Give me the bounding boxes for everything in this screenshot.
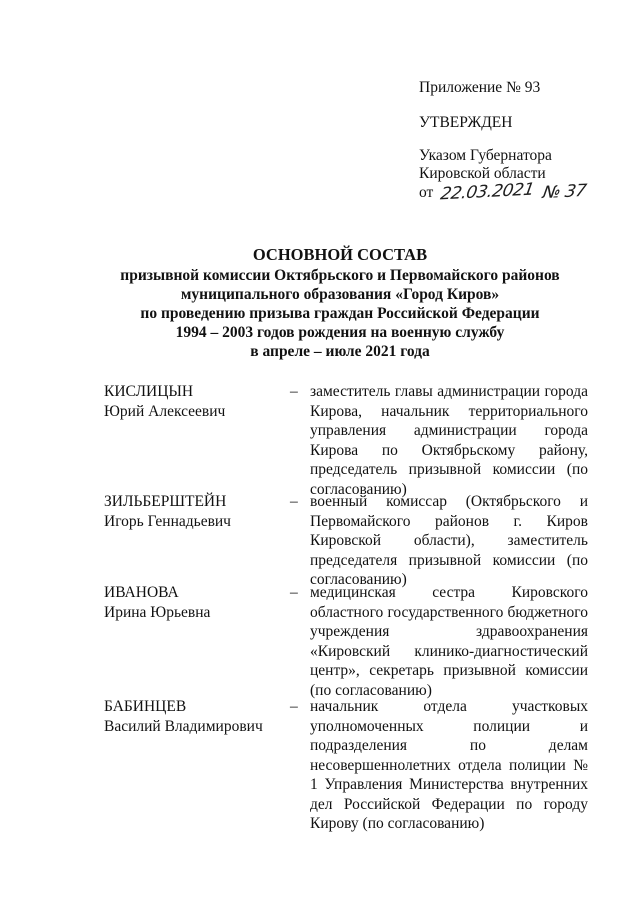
member-dash: – bbox=[290, 493, 298, 510]
appendix-number: Приложение № 93 bbox=[419, 79, 541, 96]
decree-date-line bbox=[419, 179, 619, 205]
document-title bbox=[60, 245, 620, 361]
member-given-name: Юрий Алексеевич bbox=[104, 402, 226, 420]
member-surname: ИВАНОВА bbox=[104, 584, 179, 601]
member-name bbox=[104, 583, 284, 622]
member-role: начальник отдела участковых уполномоченных полиции и подразделения по делам несовершеннолетних отдела полиции № 1 Управления Министерства внутренних дел Российской Федерации по городу Кирову (по согласованию) bbox=[310, 698, 588, 832]
decree-line-2: Кировской области bbox=[419, 165, 546, 182]
title-main: ОСНОВНОЙ СОСТАВ bbox=[252, 245, 428, 264]
member-dash: – bbox=[290, 584, 298, 601]
handwritten-number: № 37 bbox=[541, 180, 588, 204]
member-surname: КИСЛИЦЫН bbox=[104, 383, 194, 400]
member-surname: ЗИЛЬБЕРШТЕЙН bbox=[104, 493, 227, 510]
member-name bbox=[104, 492, 284, 531]
decree-line-1: Указом Губернатора bbox=[419, 147, 552, 164]
from-label: от bbox=[419, 184, 434, 201]
title-line: муниципального образования «Город Киров» bbox=[180, 286, 500, 303]
member-given-name: Ирина Юрьевна bbox=[104, 603, 211, 621]
member-dash: – bbox=[290, 698, 298, 715]
member-role: заместитель главы администрации города Кирова, начальник территориального управления администрации города Кирова по Октябрьскому району, председатель призывной комиссии (по согласованию) bbox=[310, 383, 588, 498]
member-surname: БАБИНЦЕВ bbox=[104, 698, 187, 715]
handwritten-date: 22.03.2021 bbox=[439, 179, 536, 205]
title-line: 1994 – 2003 годов рождения на военную службу bbox=[175, 324, 505, 341]
approved-label: УТВЕРЖДЕН bbox=[419, 114, 513, 131]
member-role: медицинская сестра Кировского областного государственного бюджетного учреждения здравоохранения «Кировский клинико-диагностический центр», секретарь призывной комиссии (по согласованию) bbox=[310, 584, 588, 699]
title-line: по проведению призыва граждан Российской Федерации bbox=[140, 305, 540, 322]
member-name bbox=[104, 382, 284, 421]
member-name bbox=[104, 697, 284, 736]
member-given-name: Василий Владимирович bbox=[104, 717, 263, 735]
title-line: в апреле – июле 2021 года bbox=[250, 343, 430, 360]
member-role: военный комиссар (Октябрьского и Первомайского районов г. Киров Кировской области), заместитель председателя призывной комиссии (по согласованию) bbox=[310, 493, 588, 588]
approval-block bbox=[419, 79, 619, 205]
member-given-name: Игорь Геннадьевич bbox=[104, 512, 231, 530]
member-dash: – bbox=[290, 383, 298, 400]
title-line: призывной комиссии Октябрьского и Первомайского районов bbox=[120, 267, 560, 284]
